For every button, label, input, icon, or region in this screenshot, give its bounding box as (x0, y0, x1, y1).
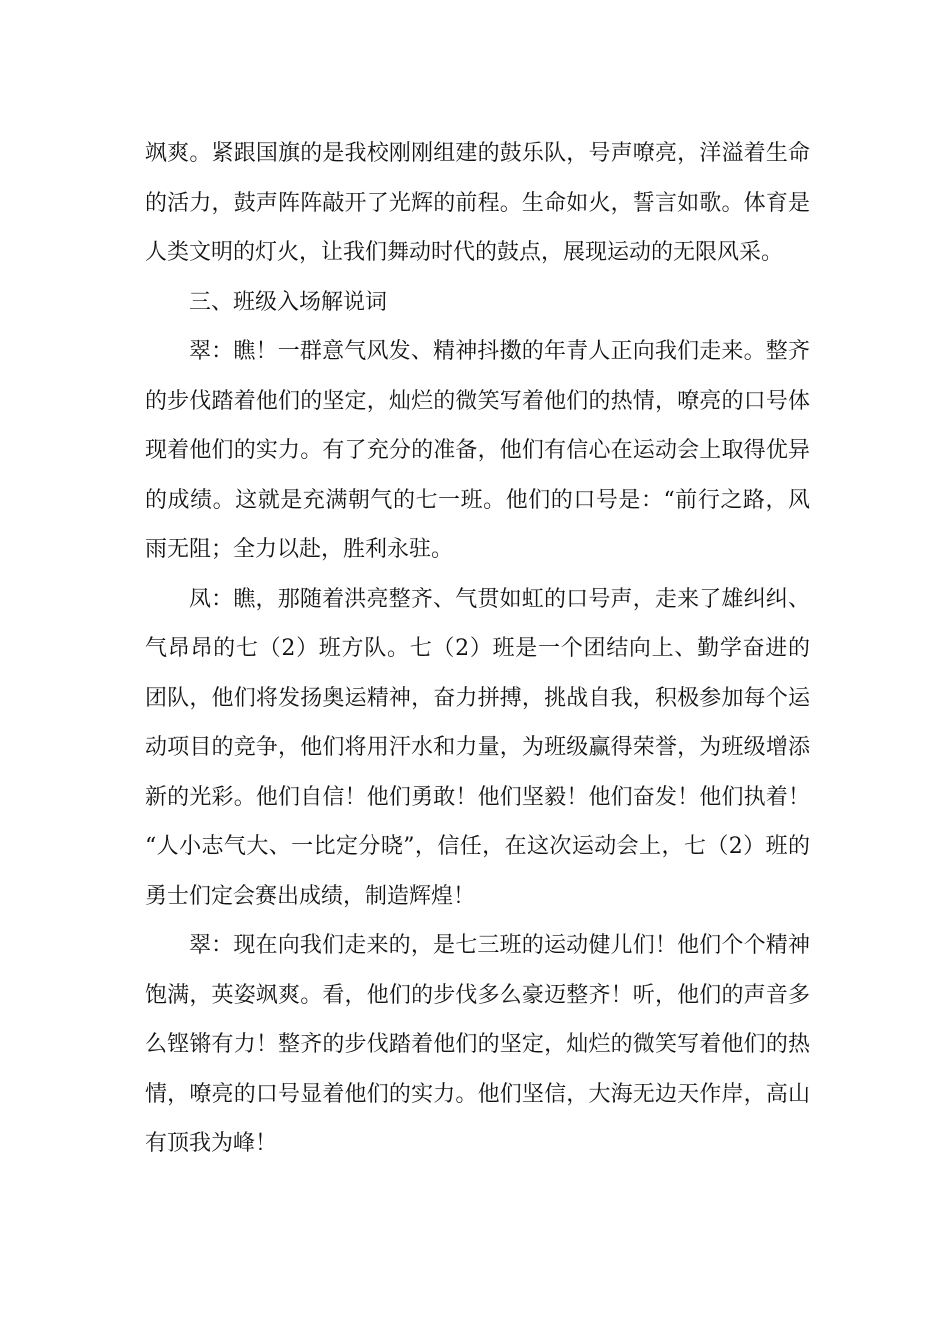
paragraph-class-7-1: 翠：瞧！一群意气风发、精神抖擞的年青人正向我们走来。整齐的步伐踏着他们的坚定，灿烂的微笑写着他们的热情，嘹亮的口号体现着他们的实力。有了充分的准备，他们有信心在运动会上取得优异的成绩。这就是充满朝气的七一班。他们的口号是：“前行之路，风雨无阻；全力以赴，胜利永驻。 (145, 339, 810, 562)
document-body (145, 129, 810, 1169)
section-heading-class-entrance: 三、班级入场解说词 (189, 289, 388, 315)
paragraph-class-7-3: 翠：现在向我们走来的，是七三班的运动健儿们！他们个个精神饱满，英姿飒爽。看，他们的步伐多么豪迈整齐！听，他们的声音多么铿锵有力！整齐的步伐踏着他们的坚定，灿烂的微笑写着他们的热情，嘹亮的口号显着他们的实力。他们坚信，大海无边天作岸，高山有顶我为峰！ (145, 933, 810, 1156)
paragraph-class-7-2: 凤：瞧，那随着洪亮整齐、气贯如虹的口号声，走来了雄纠纠、气昂昂的七（2）班方队。七（2）班是一个团结向上、勤学奋进的团队，他们将发扬奥运精神，奋力拼搏，挑战自我，积极参加每个运动项目的竞争，他们将用汗水和力量，为班级赢得荣誉，为班级增添新的光彩。他们自信！他们勇敢！他们坚毅！他们奋发！他们执着！“人小志气大、一比定分晓”，信任，在这次运动会上，七（2）班的勇士们定会赛出成绩，制造辉煌！ (145, 586, 810, 909)
paragraph-continuation: 飒爽。紧跟国旗的是我校刚刚组建的鼓乐队，号声嘹亮，洋溢着生命的活力，鼓声阵阵敲开了光辉的前程。生命如火，誓言如歌。体育是人类文明的灯火，让我们舞动时代的鼓点，展现运动的无限风采。 (145, 141, 810, 265)
